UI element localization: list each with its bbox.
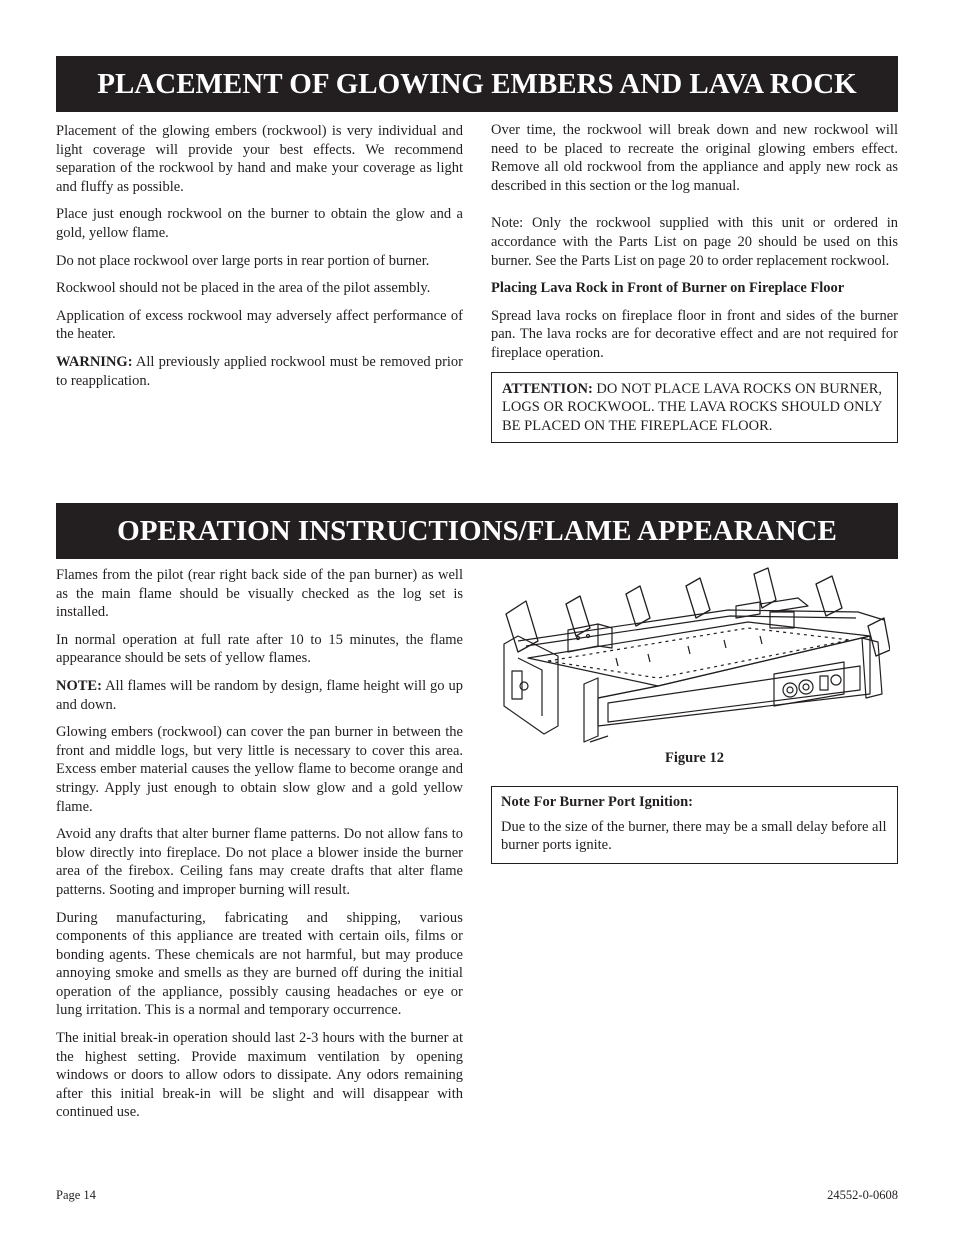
paragraph: Rockwool should not be placed in the area of the pilot assembly.: [56, 280, 431, 297]
front-leg-left: [584, 678, 598, 742]
warning-paragraph: [56, 353, 463, 390]
burner-figure: [498, 566, 890, 744]
paragraph: Over time, the rockwool will break down and new rockwool will need to be placed to recreate the original glowing embers effect. Remove all old rockwool from the appliance and apply new rock as described in this section or the log manual.: [491, 122, 898, 194]
attention-label: ATTENTION:: [502, 380, 593, 397]
note-paragraph: Note: Only the rockwool supplied with this unit or ordered in accordance with the Parts List on page 20 should be used on this burner. See the Parts List on page 20 to order replacement rockwool.: [491, 215, 898, 269]
lava-rock-heading: Placing Lava Rock in Front of Burner on Fireplace Floor: [491, 280, 845, 297]
front-leg-right: [862, 638, 882, 698]
note-label: NOTE:: [56, 677, 102, 694]
note-paragraph: [56, 677, 463, 714]
figure-caption: Figure 12: [665, 750, 724, 766]
knob-right-icon: [799, 680, 813, 694]
paragraph: Flames from the pilot (rear right back side of the pan burner) as well as the main flame should be visually checked as the log set is installed.: [56, 567, 463, 621]
warning-text: All previously applied rockwool must be removed prior to reapplication.: [56, 353, 463, 389]
operation-left-column: [56, 566, 463, 1131]
paragraph: Spread lava rocks on fireplace floor in front and sides of the burner pan. The lava rocks are for decorative effect and are not required for fireplace operation.: [491, 307, 898, 361]
paragraph: Application of excess rockwool may adversely affect performance of the heater.: [56, 307, 463, 343]
warning-label: WARNING:: [56, 353, 133, 370]
paragraph: Placement of the glowing embers (rockwool) is very individual and light coverage will provide your best effects. We recommend separation of the rockwool by hand and make your coverage as light and fluffy as possible.: [56, 123, 463, 195]
paragraph: In normal operation at full rate after 10 to 15 minutes, the flame appearance should be sets of yellow flames.: [56, 631, 463, 667]
knob-left-icon: [783, 683, 797, 697]
ignition-text: Due to the size of the burner, there may be a small delay before all burner ports ignite.: [501, 818, 887, 854]
section-title-glowing-embers: PLACEMENT OF GLOWING EMBERS AND LAVA ROCK: [56, 56, 898, 112]
document-number: 24552-0-0608: [827, 1188, 898, 1202]
attention-text: DO NOT PLACE LAVA ROCKS ON BURNER, LOGS OR ROCKWOOL. THE LAVA ROCKS SHOULD ONLY BE PLACED ON THE FIREPLACE FLOOR.: [502, 380, 883, 434]
paragraph: Do not place rockwool over large ports in rear portion of burner.: [56, 252, 430, 269]
igniter-icon: [831, 675, 841, 685]
pan-front: [598, 636, 870, 726]
embers-left-column: [56, 122, 463, 399]
paragraph: Avoid any drafts that alter burner flame patterns. Do not allow fans to blow directly into fireplace. Do not place a blower inside the burner area of the firebox. Ceiling fans may create drafts that alter flame patterns. Sooting and improper burning will result.: [56, 826, 463, 898]
paragraph: The initial break-in operation should last 2-3 hours with the burner at the highest setting. Provide maximum ventilation by opening windows or doors to allow odors to dissipate. Any odors remaining after this initial break-in will be slight and will disappear with continued use.: [56, 1030, 463, 1121]
ignition-note-box: [491, 786, 898, 864]
paragraph: Glowing embers (rockwool) can cover the pan burner in between the front and middle logs, but very little is necessary to cover this area. Excess ember material causes the yellow flame to become orange and stringy. Apply just enough to obtain slow glow and a gold yellow flame.: [56, 724, 463, 815]
paragraph: Place just enough rockwool on the burner to obtain the glow and a gold, yellow flame.: [56, 206, 463, 241]
embers-right-column: [491, 121, 898, 443]
switch-icon: [820, 676, 828, 690]
burner-illustration: [498, 566, 890, 744]
attention-box: [491, 372, 898, 444]
section-title-operation: OPERATION INSTRUCTIONS/FLAME APPEARANCE: [56, 503, 898, 559]
paragraph: During manufacturing, fabricating and shipping, various components of this appliance are treated with certain oils, films or bonding agents. These chemicals are not harmful, but may produce annoying smoke and smells as they are burned off during the initial operation of the appliance, possibly causing headaches or eye or lung irritation. This is a normal and temporary occurrence.: [56, 909, 463, 1019]
note-text: All flames will be random by design, flame height will go up and down.: [56, 677, 463, 713]
page-number: Page 14: [56, 1188, 96, 1202]
ignition-heading: Note For Burner Port Ignition:: [501, 794, 693, 810]
